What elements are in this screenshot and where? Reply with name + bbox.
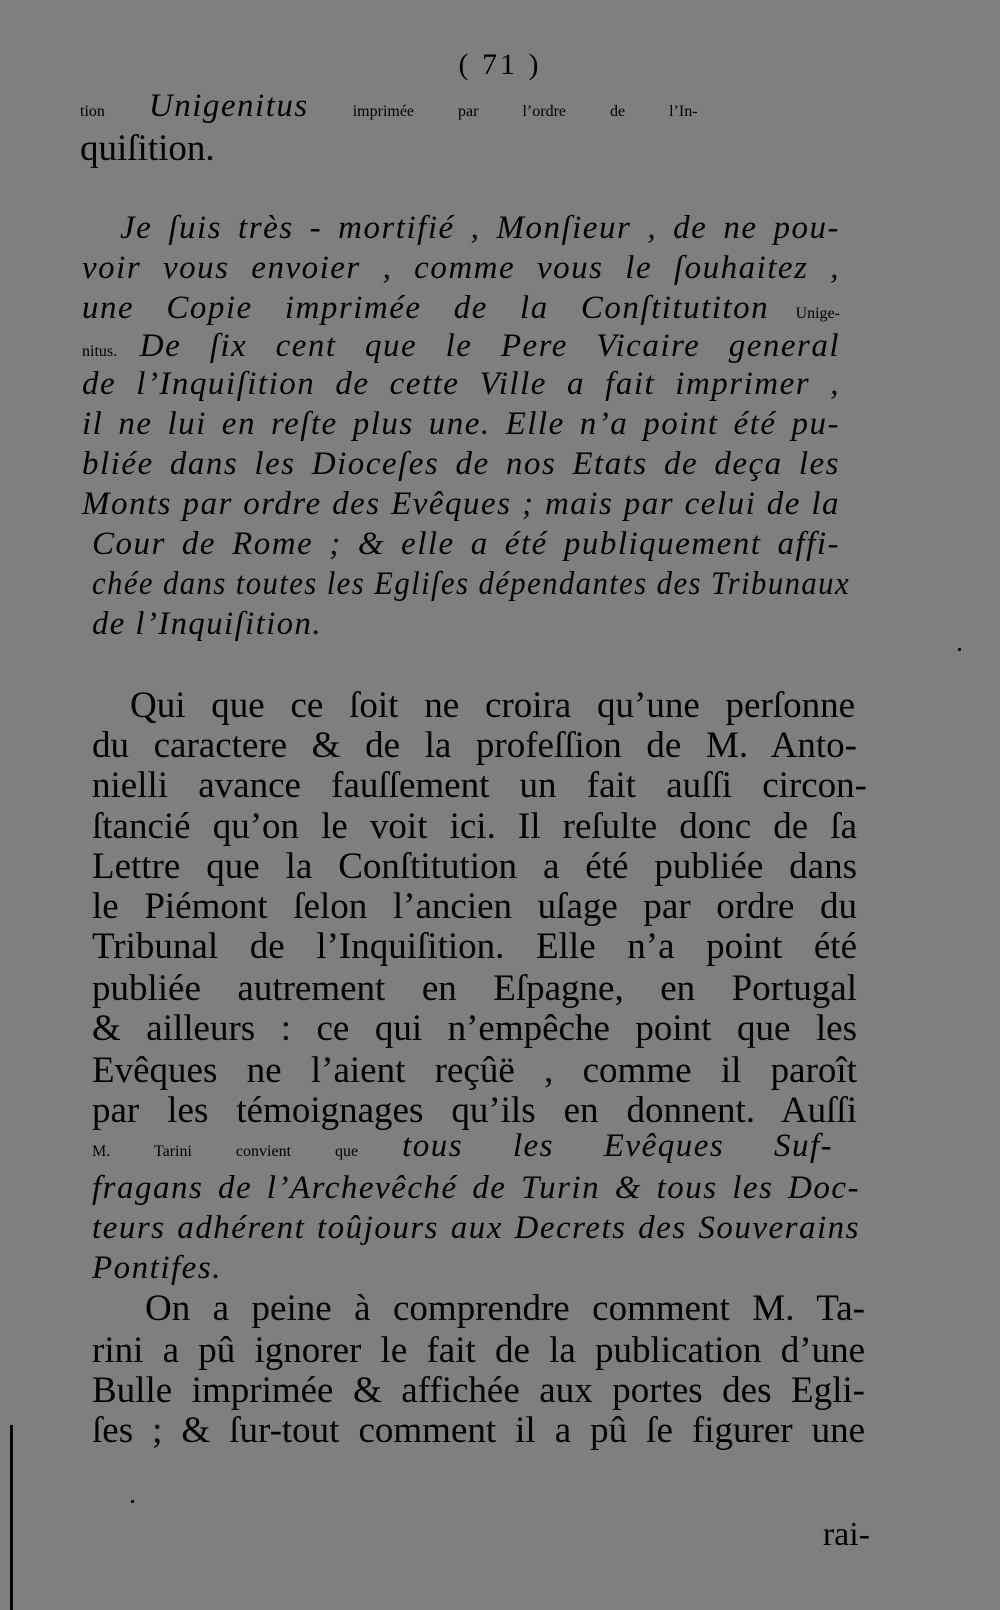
- text-line: quiſition.: [80, 128, 215, 169]
- text-line: Bulle imprimée & affichée aux portes des Egli-: [92, 1370, 865, 1411]
- text-line: Qui que ce ſoit ne croira qu’une perſonne: [130, 685, 855, 726]
- text-line: ſes ; & ſur-tout comment il a pû ſe figurer une: [92, 1410, 865, 1451]
- text-line: il ne lui en reſte plus une. Elle n’a point été pu-: [82, 406, 840, 442]
- italic-phrase: une Copie imprimée de la Conſtitutiton: [82, 290, 770, 326]
- text-line: Je ſuis très - mortifié , Monſieur , de ne pou-: [120, 210, 840, 246]
- text-line: Evêques ne l’aient reçûë , comme il paroît: [92, 1050, 857, 1091]
- text-line: ſtancié qu’on le voit ici. Il reſulte donc de ſa: [92, 806, 857, 847]
- italic-phrase: tous les Evêques Suf-: [402, 1128, 834, 1164]
- roman-phrase: M. Tarini convient que: [92, 1143, 403, 1160]
- italic-phrase: De ſix cent que le Pere Vicaire general: [139, 328, 840, 364]
- catchword: rai-: [822, 1516, 870, 1553]
- roman-phrase: imprimée par l’ordre de l’In-: [308, 103, 698, 120]
- roman-phrase: nitus.: [82, 343, 140, 360]
- text-line: [92, 1130, 833, 1163]
- text-line: rini a pû ignorer le fait de la publication d’une: [92, 1330, 865, 1371]
- text-line: Tribunal de l’Inquiſition. Elle n’a point été: [92, 926, 857, 967]
- text-line: publiée autrement en Eſpagne, en Portugal: [92, 968, 857, 1009]
- text-line: & ailleurs : ce qui n’empêche point que les: [92, 1008, 857, 1049]
- text-line: fragans de l’Archevêché de Turin & tous les Doc-: [92, 1170, 860, 1206]
- text-line: voir vous envoier , comme vous le ſouhaitez ,: [82, 250, 840, 286]
- text-line: [82, 292, 840, 325]
- text-line: [80, 90, 698, 123]
- page-number: ( 71 ): [458, 48, 542, 81]
- text-line: du caractere & de la profeſſion de M. Anto-: [92, 725, 857, 766]
- text-line: Pontifes.: [92, 1250, 222, 1286]
- roman-phrase: tion: [80, 103, 149, 120]
- margin-rule: [10, 1425, 13, 1610]
- roman-phrase: Unige-: [769, 305, 840, 322]
- text-line: par les témoignages qu’ils en donnent. Auſſi: [92, 1090, 857, 1131]
- text-line: nielli avance fauſſement un fait auſſi circon-: [92, 765, 867, 806]
- text-line: de l’Inquiſition de cette Ville a fait imprimer ,: [82, 366, 840, 402]
- text-line: de l’Inquiſition.: [92, 606, 322, 642]
- print-speck: [958, 648, 961, 651]
- print-speck: [131, 1500, 134, 1503]
- italic-phrase: Unigenitus: [148, 88, 309, 124]
- text-line: bliée dans les Dioceſes de nos Etats de deça les: [82, 446, 840, 482]
- text-line: teurs adhérent toûjours aux Decrets des Souverains: [92, 1210, 860, 1246]
- text-line: Monts par ordre des Evêques ; mais par celui de la: [82, 486, 840, 522]
- text-line: [82, 330, 840, 363]
- text-line: On a peine à comprendre comment M. Ta-: [145, 1288, 865, 1329]
- text-line: le Piémont ſelon l’ancien uſage par ordre du: [92, 886, 857, 927]
- text-line: chée dans toutes les Egliſes dépendantes des Tribunaux: [92, 566, 850, 602]
- text-line: Cour de Rome ; & elle a été publiquement affi-: [92, 526, 840, 562]
- text-line: Lettre que la Conſtitution a été publiée dans: [92, 846, 857, 887]
